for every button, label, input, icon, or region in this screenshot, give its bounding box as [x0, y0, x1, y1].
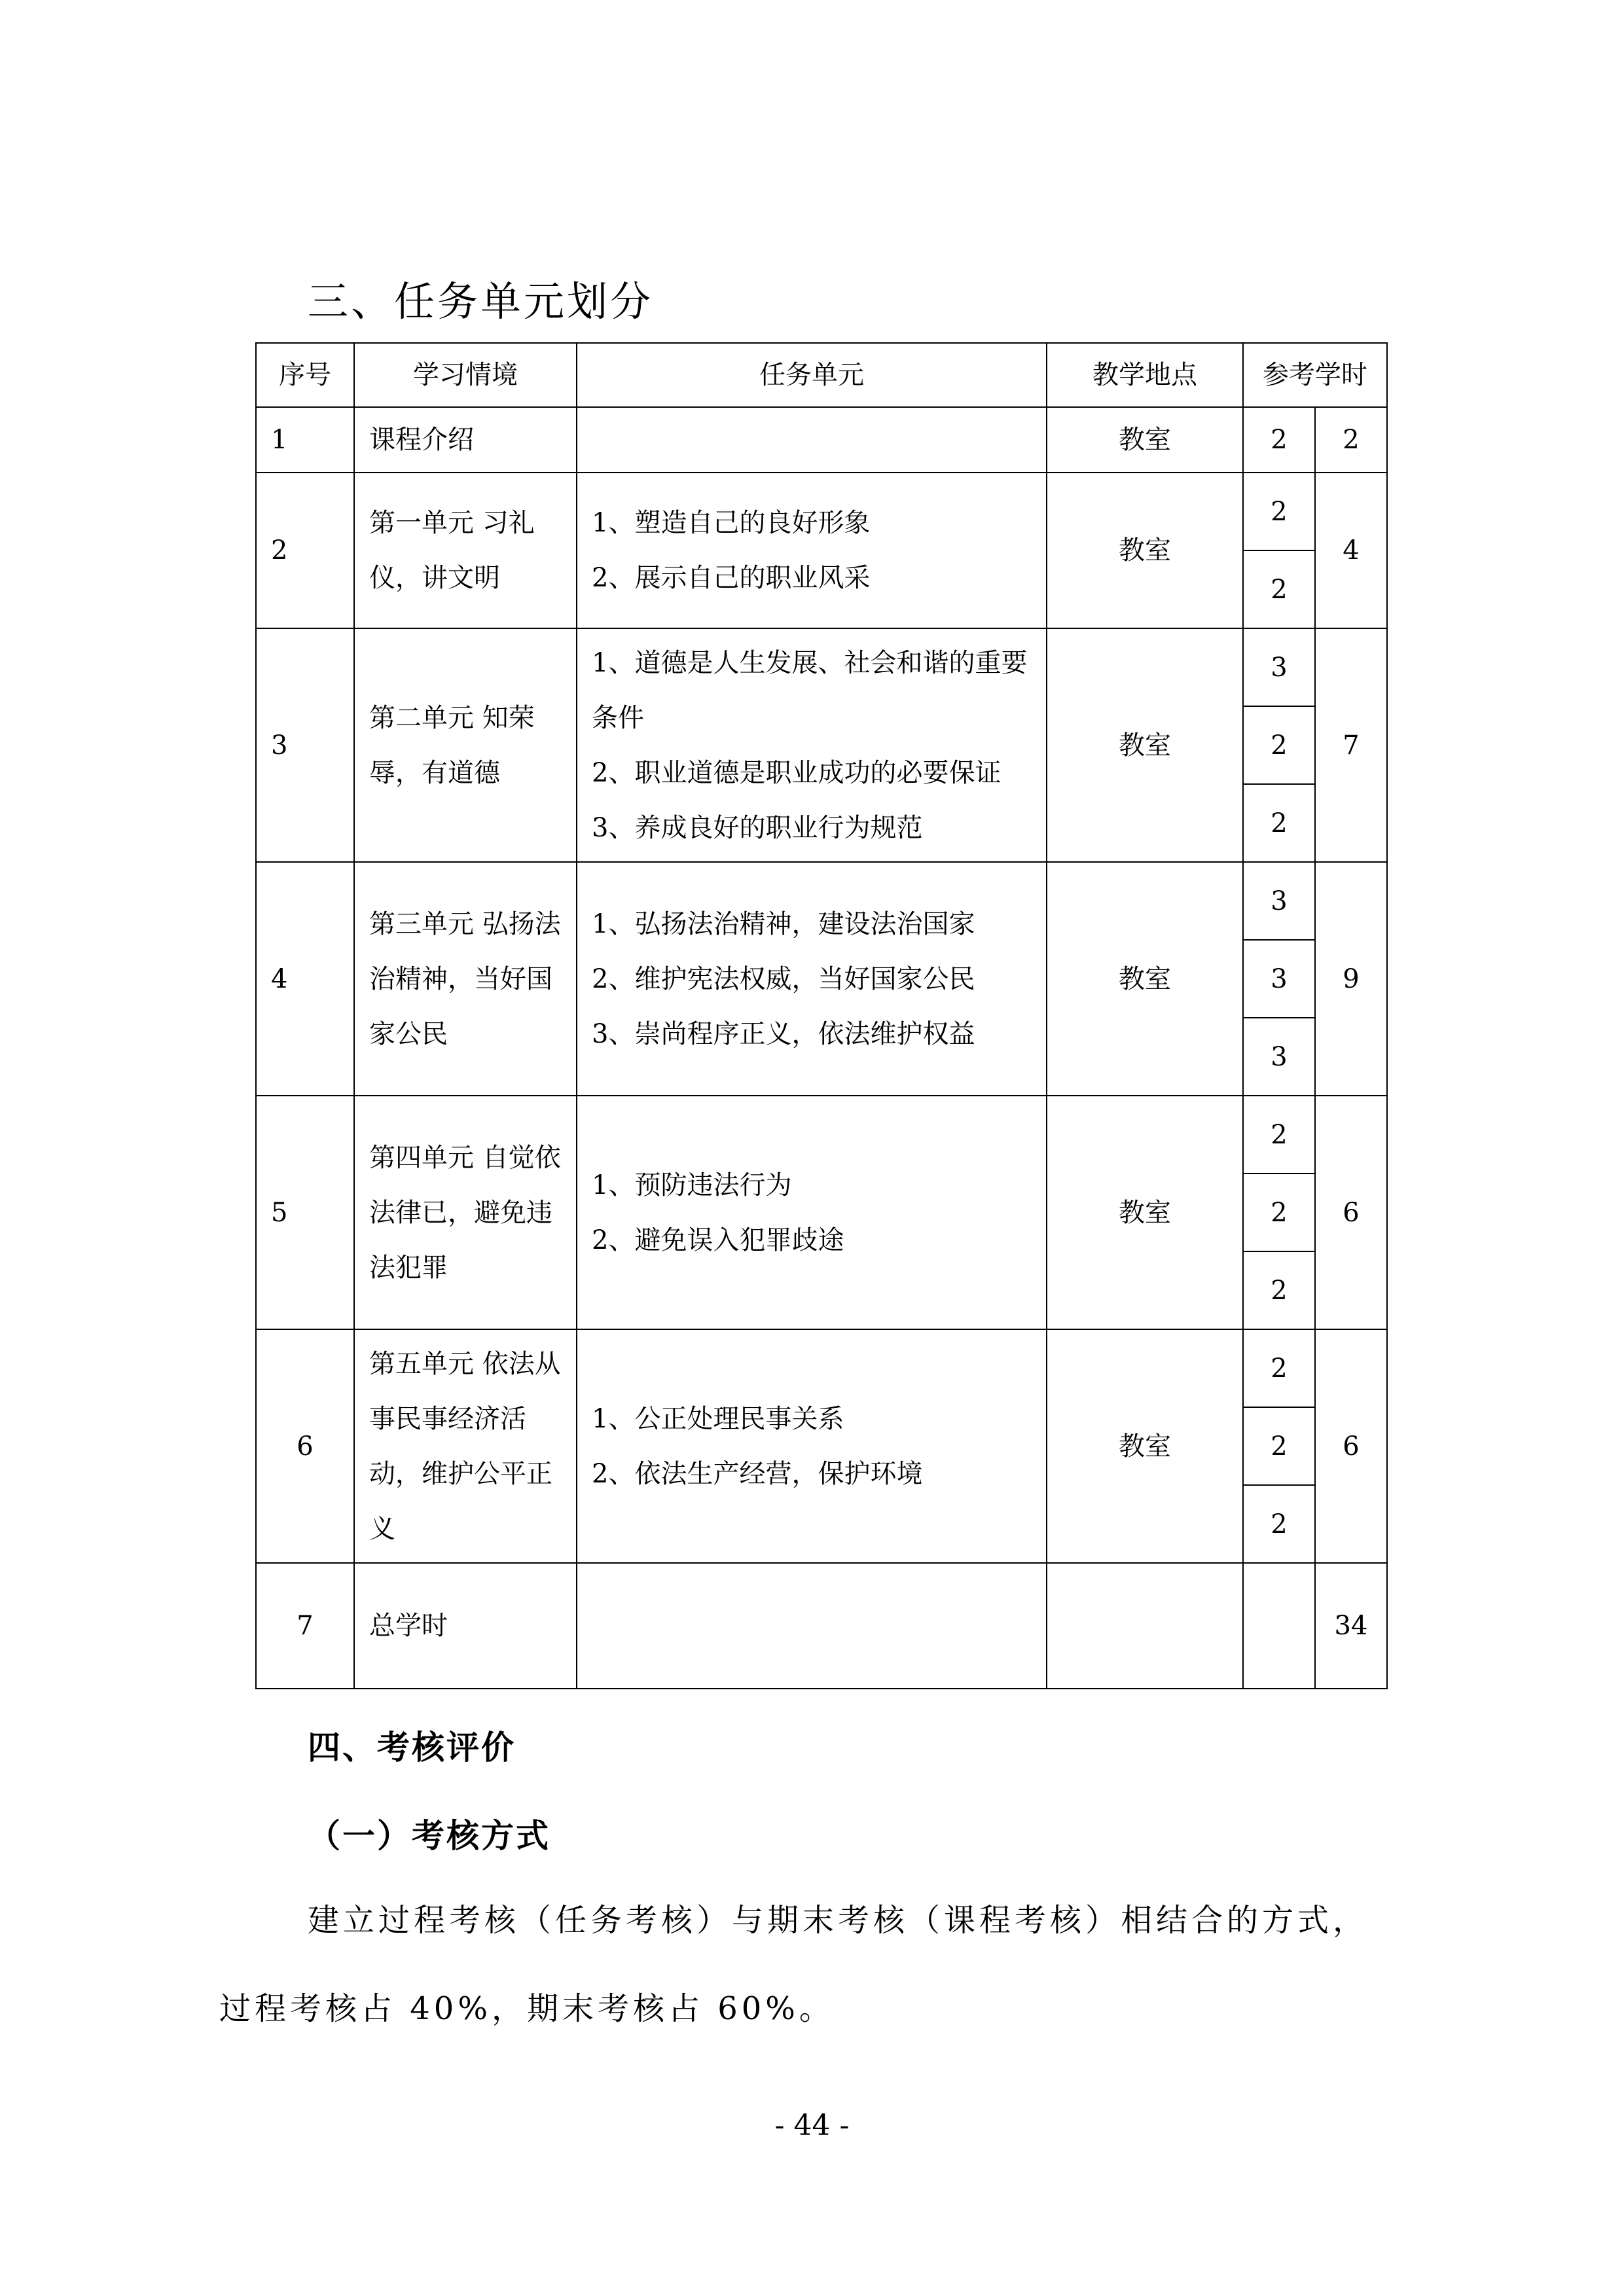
page-number: - 44 - [774, 2109, 850, 2142]
row-total-hours: 6 [1315, 1329, 1387, 1563]
task-item: 1、道德是人生发展、社会和谐的重要条件 [592, 647, 1028, 733]
header-place: 教学地点 [1047, 343, 1243, 407]
paragraph-line: 过程考核占 40%，期末考核占 60%。 [219, 1990, 835, 2027]
row-sub-hours: 2 [1243, 706, 1315, 784]
row-sub-hours: 3 [1243, 862, 1315, 940]
row-tasks [577, 1329, 1047, 1563]
row-place: 教室 [1047, 862, 1243, 1096]
row-place: 教室 [1047, 1096, 1243, 1329]
row-tasks [577, 862, 1047, 1096]
table-row [256, 1096, 1387, 1174]
row-no: 1 [256, 407, 354, 473]
row-no: 5 [256, 1096, 354, 1329]
header-hours: 参考学时 [1243, 343, 1387, 407]
table-row [256, 1329, 1387, 1407]
row-sub-hours: 2 [1243, 1407, 1315, 1485]
row-sub-hours: 2 [1243, 1329, 1315, 1407]
row-tasks [577, 1096, 1047, 1329]
row-place: 教室 [1047, 628, 1243, 862]
row-place: 教室 [1047, 407, 1243, 473]
task-item: 2、维护宪法权威，当好国家公民 [592, 963, 975, 994]
paragraph-line: 建立过程考核（任务考核）与期末考核（课程考核）相结合的方式， [308, 1902, 1369, 1939]
row-no: 7 [256, 1563, 354, 1689]
row-total-hours: 9 [1315, 862, 1387, 1096]
header-no: 序号 [256, 343, 354, 407]
table-row [256, 473, 1387, 550]
row-place [1047, 1563, 1243, 1689]
row-no: 4 [256, 862, 354, 1096]
row-total-hours: 7 [1315, 628, 1387, 862]
row-sub-hours: 2 [1243, 1251, 1315, 1329]
header-task: 任务单元 [577, 343, 1047, 407]
row-tasks [577, 628, 1047, 862]
table-row [256, 628, 1387, 706]
header-scene: 学习情境 [354, 343, 577, 407]
row-sub-hours [1243, 1563, 1315, 1689]
task-item: 2、依法生产经营，保护环境 [592, 1458, 923, 1489]
row-sub-hours: 2 [1243, 1174, 1315, 1251]
table-header-row [256, 343, 1387, 407]
row-no: 3 [256, 628, 354, 862]
section-title-task-units: 三、任务单元划分 [308, 278, 654, 325]
row-sub-hours: 3 [1243, 940, 1315, 1018]
row-scene: 总学时 [354, 1563, 577, 1689]
table-row [256, 862, 1387, 940]
task-item: 1、公正处理民事关系 [592, 1403, 844, 1434]
row-sub-hours: 2 [1243, 407, 1315, 473]
task-item: 1、塑造自己的良好形象 [592, 508, 871, 538]
row-scene: 第一单元 习礼仪，讲文明 [354, 473, 577, 628]
row-tasks [577, 407, 1047, 473]
row-place: 教室 [1047, 1329, 1243, 1563]
subsection-title-assessment-method: （一）考核方式 [308, 1816, 550, 1855]
row-tasks [577, 473, 1047, 628]
row-scene: 第四单元 自觉依法律已，避免违法犯罪 [354, 1096, 577, 1329]
row-scene: 第三单元 弘扬法治精神，当好国家公民 [354, 862, 577, 1096]
table-row [256, 407, 1387, 473]
row-sub-hours: 2 [1243, 473, 1315, 550]
row-total-hours: 2 [1315, 407, 1387, 473]
row-total-hours: 6 [1315, 1096, 1387, 1329]
task-item: 2、展示自己的职业风采 [592, 563, 871, 593]
task-item: 3、养成良好的职业行为规范 [592, 812, 923, 843]
row-total-hours: 34 [1315, 1563, 1387, 1689]
row-scene: 第二单元 知荣辱，有道德 [354, 628, 577, 862]
section-title-assessment: 四、考核评价 [308, 1728, 516, 1767]
task-item: 2、职业道德是职业成功的必要保证 [592, 757, 1001, 788]
row-tasks [577, 1563, 1047, 1689]
row-sub-hours: 2 [1243, 784, 1315, 862]
task-unit-table [255, 342, 1388, 1689]
table-row-total [256, 1563, 1387, 1689]
row-sub-hours: 2 [1243, 1096, 1315, 1174]
row-place: 教室 [1047, 473, 1243, 628]
row-sub-hours: 2 [1243, 550, 1315, 628]
task-item: 1、弘扬法治精神，建设法治国家 [592, 908, 975, 939]
row-total-hours: 4 [1315, 473, 1387, 628]
task-item: 2、避免误入犯罪歧途 [592, 1225, 844, 1255]
task-item: 3、崇尚程序正义，依法维护权益 [592, 1018, 975, 1049]
row-scene: 课程介绍 [354, 407, 577, 473]
row-no: 2 [256, 473, 354, 628]
task-item: 1、预防违法行为 [592, 1170, 792, 1200]
row-no: 6 [256, 1329, 354, 1563]
row-sub-hours: 3 [1243, 1018, 1315, 1096]
row-scene: 第五单元 依法从事民事经济活动，维护公平正义 [354, 1329, 577, 1563]
row-sub-hours: 2 [1243, 1485, 1315, 1563]
row-sub-hours: 3 [1243, 628, 1315, 706]
